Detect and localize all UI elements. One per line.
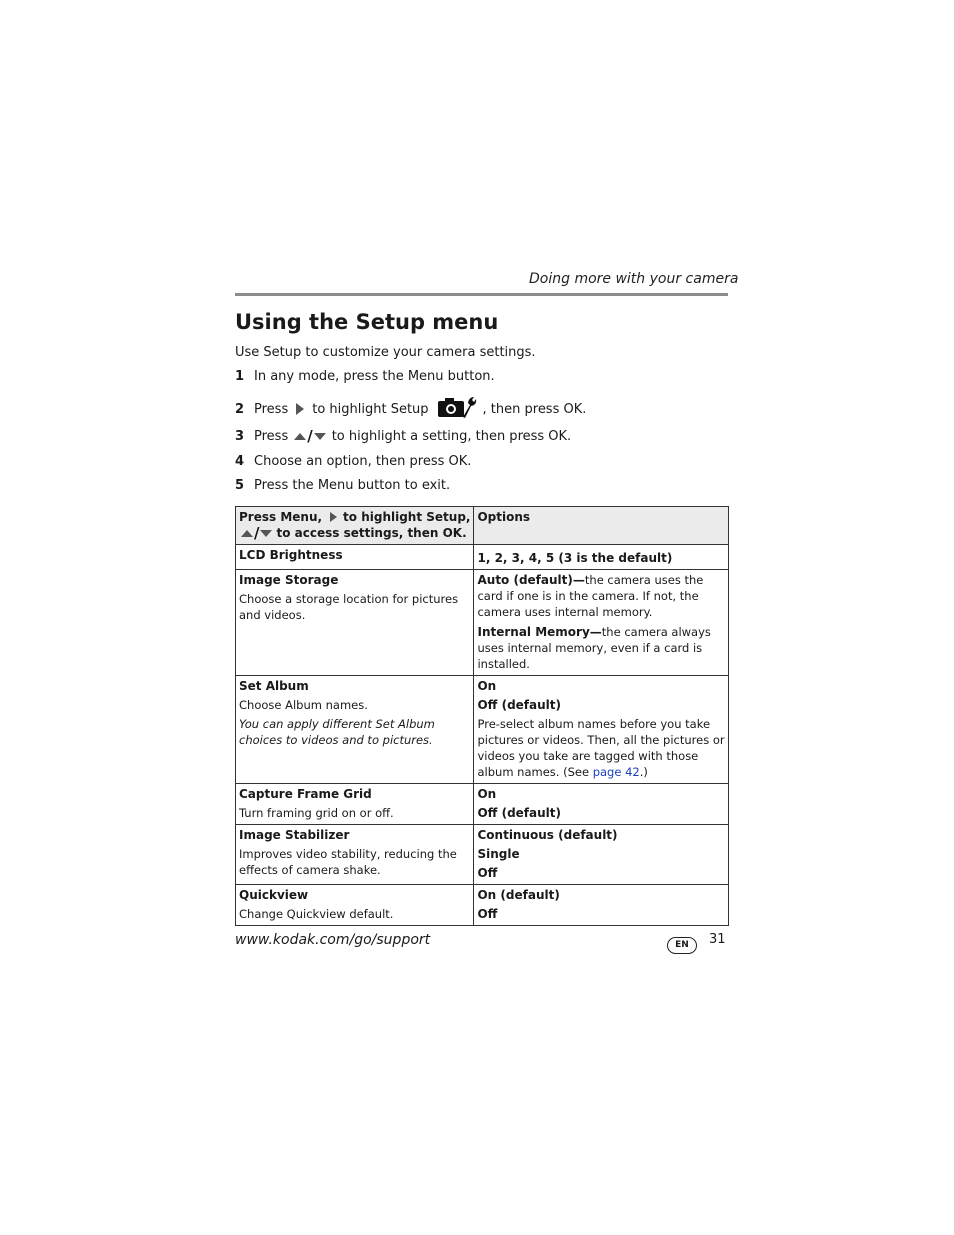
step-number: 2: [235, 401, 245, 417]
setting-description: Turn framing grid on or off.: [239, 806, 394, 820]
setup-camera-wrench-icon: [437, 395, 477, 423]
option-label: Auto (default)—: [477, 573, 585, 587]
step-text: Press the Menu button to exit.: [254, 478, 451, 493]
setting-name: Set Album: [239, 679, 309, 693]
setting-cell: [236, 825, 474, 885]
step-number: 5: [235, 478, 245, 493]
option-on: On: [477, 679, 497, 693]
setting-options: [474, 570, 729, 676]
option-continuous: Continuous (default): [477, 828, 618, 842]
option-text: the camera uses the card if one is in the camera. If not, the camera uses internal memory.: [477, 573, 704, 619]
step-number: 1: [235, 369, 245, 384]
table-row: [236, 885, 729, 926]
setting-name: Image Stabilizer: [239, 828, 350, 842]
table-row: [236, 825, 729, 885]
header-text-a: Press Menu,: [239, 510, 323, 524]
setting-name: Capture Frame Grid: [239, 787, 372, 801]
setting-options: [474, 676, 729, 784]
step-text-post: to highlight a setting, then press OK.: [331, 428, 572, 444]
setting-options: 1, 2, 3, 4, 5 (3 is the default): [474, 545, 729, 570]
support-url[interactable]: www.kodak.com/go/support: [235, 932, 431, 948]
setting-cell: [236, 570, 474, 676]
setup-menu-table: [235, 506, 729, 926]
step-4: [235, 454, 471, 469]
step-text: Choose an option, then press OK.: [254, 454, 472, 469]
page-number: 31: [709, 932, 726, 947]
step-text-mid: to highlight Setup: [312, 401, 429, 417]
setting-description: Improves video stability, reducing the effects of camera shake.: [239, 847, 457, 877]
setting-cell: [236, 784, 474, 825]
option-on-default: On (default): [477, 888, 560, 902]
option-on: On: [477, 787, 497, 801]
table-row: [236, 545, 729, 570]
page-title: Using the Setup menu: [235, 310, 499, 334]
step-3: [235, 427, 571, 445]
option-off-default: Off (default): [477, 806, 561, 820]
option-off-default: Off (default): [477, 698, 561, 712]
step-text-post: , then press OK.: [482, 401, 587, 417]
header-rule: [235, 293, 728, 296]
setting-description: Change Quickview default.: [239, 907, 394, 921]
setting-note: You can apply different Set Album choices to videos and to pictures.: [239, 717, 435, 747]
language-badge: EN: [667, 937, 697, 954]
setting-options: [474, 885, 729, 926]
setting-cell: [236, 676, 474, 784]
step-5: [235, 478, 450, 493]
option-text: Pre-select album names before you take pictures or videos. Then, all the pictures or videos you take are tagged with those album names. (See: [477, 717, 725, 779]
table-row: [236, 570, 729, 676]
table-header-settings: [236, 507, 474, 545]
option-single: Single: [477, 847, 520, 861]
step-1: [235, 369, 495, 384]
header-text-b: to highlight Setup,: [343, 510, 471, 524]
header-text-c: to access settings, then OK.: [276, 526, 467, 540]
step-2: [235, 396, 586, 422]
option-label: Internal Memory—: [477, 625, 602, 639]
up-down-arrows-icon: /: [294, 427, 325, 445]
setting-options: [474, 825, 729, 885]
up-down-arrows-icon: /: [241, 525, 272, 541]
option-description: [477, 716, 725, 780]
setting-cell: [236, 885, 474, 926]
step-number: 3: [235, 428, 245, 444]
setting-name: LCD Brightness: [236, 545, 474, 570]
step-text: In any mode, press the Menu button.: [254, 369, 495, 384]
setting-options: [474, 784, 729, 825]
right-arrow-icon: [330, 512, 337, 522]
step-number: 4: [235, 454, 245, 469]
table-header-row: [236, 507, 729, 545]
setting-description: Choose Album names.: [239, 698, 368, 712]
table-header-options: Options: [474, 507, 729, 545]
option-off: Off: [477, 866, 498, 880]
running-header: Doing more with your camera: [529, 271, 739, 287]
page-link[interactable]: page 42: [592, 765, 640, 779]
option-off: Off: [477, 907, 498, 921]
right-arrow-icon: [296, 403, 304, 415]
setting-name: Image Storage: [239, 573, 339, 587]
table-row: [236, 784, 729, 825]
step-text-pre: Press: [254, 401, 289, 417]
intro-text: Use Setup to customize your camera settings.: [235, 345, 536, 360]
setting-name: Quickview: [239, 888, 309, 902]
step-text-pre: Press: [254, 428, 289, 444]
option-text: the camera always uses internal memory, even if a card is installed.: [477, 625, 711, 671]
option-text-end: .): [639, 765, 648, 779]
table-row: [236, 676, 729, 784]
setting-description: Choose a storage location for pictures and videos.: [239, 592, 459, 622]
